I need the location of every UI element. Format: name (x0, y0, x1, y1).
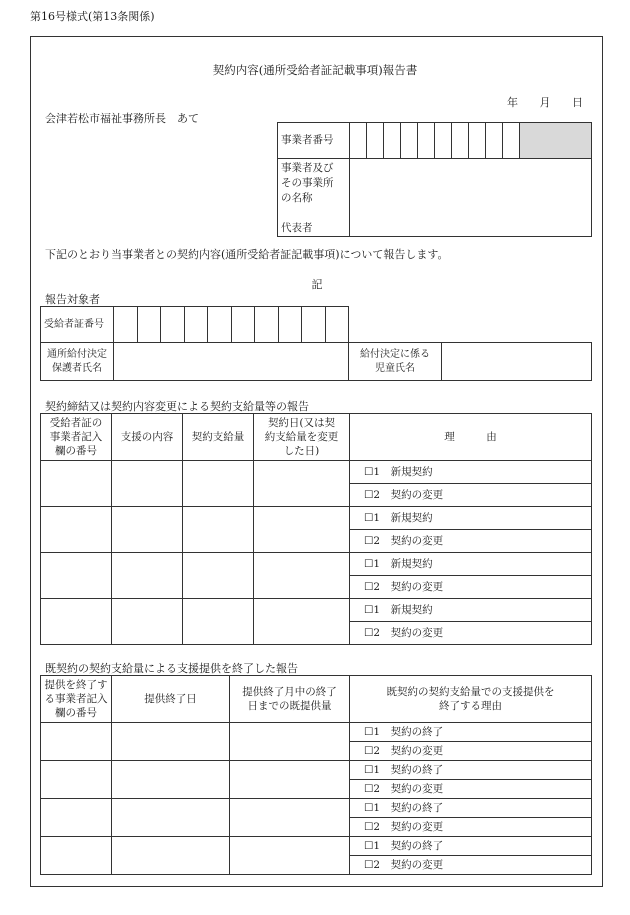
provider-number-digit[interactable] (435, 123, 452, 159)
contract-section-label: 契約締結又は契約内容変更による契約支給量等の報告 (45, 400, 309, 413)
form-number: 第16号様式(第13条関係) (30, 10, 155, 23)
cert-number-digit[interactable] (114, 307, 138, 343)
ki-heading: 記 (311, 278, 323, 291)
contract-entry-no-cell[interactable] (41, 507, 112, 553)
contract-end-checkbox[interactable]: ☐1 契約の終了 (350, 723, 592, 742)
contract-header-reason: 理 由 (350, 414, 592, 461)
provider-name-field[interactable] (350, 159, 592, 237)
target-section-label: 報告対象者 (45, 293, 100, 306)
contract-service-cell[interactable] (112, 553, 183, 599)
termination-header-reason: 既契約の契約支給量での支援提供を 終了する理由 (350, 676, 592, 723)
new-contract-checkbox[interactable]: ☐1 新規契約 (350, 461, 592, 484)
contract-amount-cell[interactable] (183, 461, 254, 507)
document-title: 契約内容(通所受給者証記載事項)報告書 (212, 63, 418, 77)
contract-amount-cell[interactable] (183, 507, 254, 553)
guardian-name-label: 通所給付決定 保護者氏名 (41, 343, 114, 381)
child-name-field[interactable] (442, 343, 592, 381)
report-date (507, 94, 583, 110)
termination-end-date-cell[interactable] (112, 723, 230, 761)
table-row (41, 723, 592, 742)
contract-header-date: 契約日(又は契 約支給量を変更 した日) (254, 414, 350, 461)
cert-number-digit[interactable] (255, 307, 279, 343)
termination-entry-no-cell[interactable] (41, 837, 112, 875)
date-year-label: 年 (507, 96, 518, 109)
provider-number-gray-cell (520, 123, 592, 159)
provider-name-label: 事業者及び その事業所 の名称 代表者 (278, 159, 350, 237)
cert-number-digit[interactable] (137, 307, 161, 343)
provider-number-digit[interactable] (452, 123, 469, 159)
provider-number-digit[interactable] (401, 123, 418, 159)
termination-end-date-cell[interactable] (112, 837, 230, 875)
contract-header-amount: 契約支給量 (183, 414, 254, 461)
termination-end-date-cell[interactable] (112, 799, 230, 837)
guardian-name-field[interactable] (114, 343, 349, 381)
new-contract-checkbox[interactable]: ☐1 新規契約 (350, 553, 592, 576)
provider-number-digit[interactable] (486, 123, 503, 159)
contract-change-checkbox[interactable]: ☐2 契約の変更 (350, 530, 592, 553)
contract-date-cell[interactable] (254, 599, 350, 645)
intro-text: 下記のとおり当事業者との契約内容(通所受給者証記載事項)について報告します。 (45, 248, 449, 261)
provider-rep-label: 代表者 (281, 222, 313, 234)
termination-header-end-date: 提供終了日 (112, 676, 230, 723)
termination-table (40, 675, 592, 875)
contract-end-checkbox[interactable]: ☐1 契約の終了 (350, 761, 592, 780)
new-contract-checkbox[interactable]: ☐1 新規契約 (350, 599, 592, 622)
contract-header-entry-no: 受給者証の 事業者記入 欄の番号 (41, 414, 112, 461)
contract-amount-cell[interactable] (183, 553, 254, 599)
termination-section-label: 既契約の契約支給量による支援提供を終了した報告 (45, 662, 298, 675)
provider-number-digit[interactable] (367, 123, 384, 159)
cert-number-digit[interactable] (208, 307, 232, 343)
table-row (41, 837, 592, 856)
cert-number-digit[interactable] (278, 307, 302, 343)
provider-number-digit[interactable] (418, 123, 435, 159)
table-row (41, 799, 592, 818)
child-name-label: 給付決定に係る 児童氏名 (349, 343, 442, 381)
contract-change-checkbox[interactable]: ☐2 契約の変更 (350, 622, 592, 645)
provider-number-digit[interactable] (469, 123, 486, 159)
provider-number-digit[interactable] (350, 123, 367, 159)
table-row (41, 461, 592, 484)
cert-blank-area (349, 307, 592, 343)
contract-change-checkbox[interactable]: ☐2 契約の変更 (350, 576, 592, 599)
contract-date-cell[interactable] (254, 553, 350, 599)
contract-service-cell[interactable] (112, 461, 183, 507)
cert-number-digit[interactable] (184, 307, 208, 343)
contract-change-checkbox[interactable]: ☐2 契約の変更 (350, 484, 592, 507)
termination-used-cell[interactable] (230, 761, 350, 799)
contract-header-service: 支援の内容 (112, 414, 183, 461)
contract-service-cell[interactable] (112, 599, 183, 645)
contract-entry-no-cell[interactable] (41, 553, 112, 599)
contract-entry-no-cell[interactable] (41, 599, 112, 645)
contract-table (40, 413, 592, 645)
termination-entry-no-cell[interactable] (41, 761, 112, 799)
contract-change-checkbox[interactable]: ☐2 契約の変更 (350, 818, 592, 837)
cert-number-digit[interactable] (325, 307, 349, 343)
contract-change-checkbox[interactable]: ☐2 契約の変更 (350, 742, 592, 761)
contract-end-checkbox[interactable]: ☐1 契約の終了 (350, 837, 592, 856)
cert-number-label: 受給者証番号 (41, 307, 114, 343)
target-table (40, 306, 592, 381)
termination-entry-no-cell[interactable] (41, 799, 112, 837)
contract-end-checkbox[interactable]: ☐1 契約の終了 (350, 799, 592, 818)
provider-number-digit[interactable] (384, 123, 401, 159)
termination-header-entry-no: 提供を終了す る事業者記入 欄の番号 (41, 676, 112, 723)
contract-change-checkbox[interactable]: ☐2 契約の変更 (350, 856, 592, 875)
addressee: 会津若松市福祉事務所長 あて (45, 112, 199, 125)
contract-amount-cell[interactable] (183, 599, 254, 645)
termination-header-used: 提供終了月中の終了 日までの既提供量 (230, 676, 350, 723)
date-month-label: 月 (539, 96, 551, 109)
contract-service-cell[interactable] (112, 507, 183, 553)
termination-entry-no-cell[interactable] (41, 723, 112, 761)
contract-date-cell[interactable] (254, 461, 350, 507)
table-row (41, 553, 592, 576)
cert-number-digit[interactable] (231, 307, 255, 343)
table-row (41, 507, 592, 530)
provider-table (277, 122, 592, 237)
contract-change-checkbox[interactable]: ☐2 契約の変更 (350, 780, 592, 799)
new-contract-checkbox[interactable]: ☐1 新規契約 (350, 507, 592, 530)
provider-number-label: 事業者番号 (278, 123, 350, 159)
provider-number-digit[interactable] (503, 123, 520, 159)
date-day-label: 日 (572, 96, 583, 109)
table-row (41, 761, 592, 780)
termination-used-cell[interactable] (230, 837, 350, 875)
cert-number-digit[interactable] (161, 307, 185, 343)
cert-number-digit[interactable] (302, 307, 326, 343)
contract-date-cell[interactable] (254, 507, 350, 553)
termination-end-date-cell[interactable] (112, 761, 230, 799)
termination-used-cell[interactable] (230, 799, 350, 837)
termination-used-cell[interactable] (230, 723, 350, 761)
contract-entry-no-cell[interactable] (41, 461, 112, 507)
table-row (41, 599, 592, 622)
